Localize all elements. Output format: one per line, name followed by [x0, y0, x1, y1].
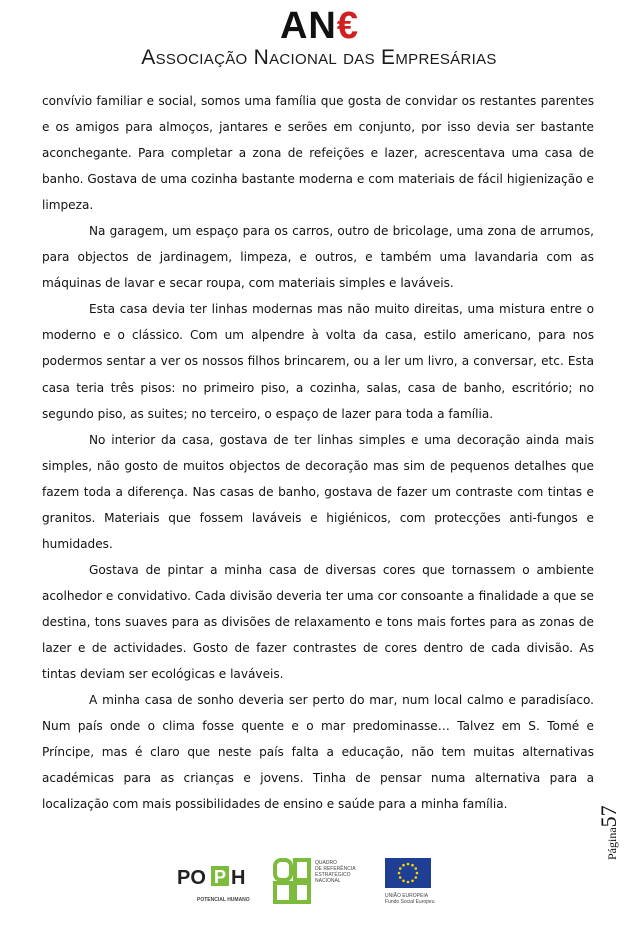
paragraph: Gostava de pintar a minha casa de diversas cores que tornassem o ambiente acolhedor e convidativo. Cada divisão deveria ter uma cor consoante a finalidade a que se destina, tons suaves para as divisões de relaxamento e tons mais fortes para as zonas de lazer e de actividades. Gosto de fazer contrastes de cores dentro de cada divisão. As tintas deviam ser ecológicas e laváveis. [42, 562, 594, 682]
footer-logos [175, 858, 475, 904]
organization-name: Associação Nacional das Empresárias [141, 46, 497, 69]
ane-logo [280, 6, 358, 46]
svg-text:P: P [214, 867, 227, 887]
eu-star [416, 872, 419, 875]
paragraph: No interior da casa, gostava de ter linhas simples e uma decoração ainda mais simples, não gosto de muitos objectos de decoração mas sim de pequenos detalhes que fazem toda a diferença. Nas casas de banho, gostava de fazer um contraste com tintas e granitos. Materiais que fossem laváveis e higiénicos, com protecções anti-fungos e humidades. [42, 432, 594, 551]
logo-euro-mark: € [336, 5, 359, 47]
paragraph: Esta casa devia ter linhas modernas mas não muito direitas, uma mistura entre o moderno e o clássico. Com um alpendre à volta da casa, estilo americano, para nos podermos sentar a ver os nossos filhos brincarem, ou a ler um livro, a conversar, etc. Esta casa teria três pisos: no primeiro piso, a cozinha, salas, casa de banho, escritório; no segundo piso, as suites; no terceiro, o espaço de lazer para toda a família. [42, 302, 594, 421]
eu-star [402, 879, 405, 882]
eu-caption: UNIÃO EUROPEIA Fundo Social Europeu [385, 893, 435, 905]
eu-flag-icon [385, 858, 431, 888]
svg-text:PO: PO [177, 867, 206, 889]
poph-caption: POTENCIAL HUMANO [197, 897, 250, 903]
svg-text:H: H [231, 867, 246, 889]
paragraph: Na garagem, um espaço para os carros, outro de bricolage, uma zona de arrumos, para objectos de jardinagem, limpeza, e outros, e também uma lavandaria com as máquinas de lavar e secar roupa, com materiais simples e laváveis. [42, 224, 594, 291]
eu-logo [385, 858, 453, 904]
document-body [42, 88, 594, 817]
poph-logo [175, 862, 265, 902]
qren-text: QUADRO DE REFERÊNCIA ESTRATÉGICO NACIONAL [315, 860, 356, 884]
qren-logo-mark [273, 858, 313, 904]
eu-star [399, 876, 402, 879]
eu-star [399, 867, 402, 870]
header [0, 6, 638, 46]
paragraph: convívio familiar e social, somos uma família que gosta de convidar os restantes parentes e os amigos para almoços, jantares e serões em conjunto, por isso devia ser bastante aconchegante. Para completar a zona de refeições e lazer, acrescentava uma casa de banho. Gostava de uma cozinha bastante moderna e com materiais de fácil higienização e limpeza. [42, 94, 594, 213]
eu-star [411, 879, 414, 882]
page-number [596, 760, 624, 860]
eu-star [407, 881, 410, 884]
eu-star [414, 867, 417, 870]
paragraph: A minha casa de sonho deveria ser perto do mar, num local calmo e paradisíaco. Num país onde o clima fosse quente e o mar predominasse… Talvez em S. Tomé e Príncipe, mas é claro que neste país falta a educação, não tem muitas alternativas académicas para as crianças e jovens. Tinha de pensar numa alternativa para a localização com mais possibilidades de ensino e saúde para a minha família. [42, 693, 594, 812]
eu-star [411, 864, 414, 867]
page-number-value: 57 [596, 805, 621, 828]
qren-logo [273, 858, 375, 904]
poph-logo-mark [175, 862, 265, 896]
eu-star [407, 863, 410, 866]
logo-letters: AN [279, 5, 337, 47]
eu-star [414, 876, 417, 879]
eu-star [402, 864, 405, 867]
page-word: Página [605, 827, 619, 860]
eu-star [398, 872, 401, 875]
